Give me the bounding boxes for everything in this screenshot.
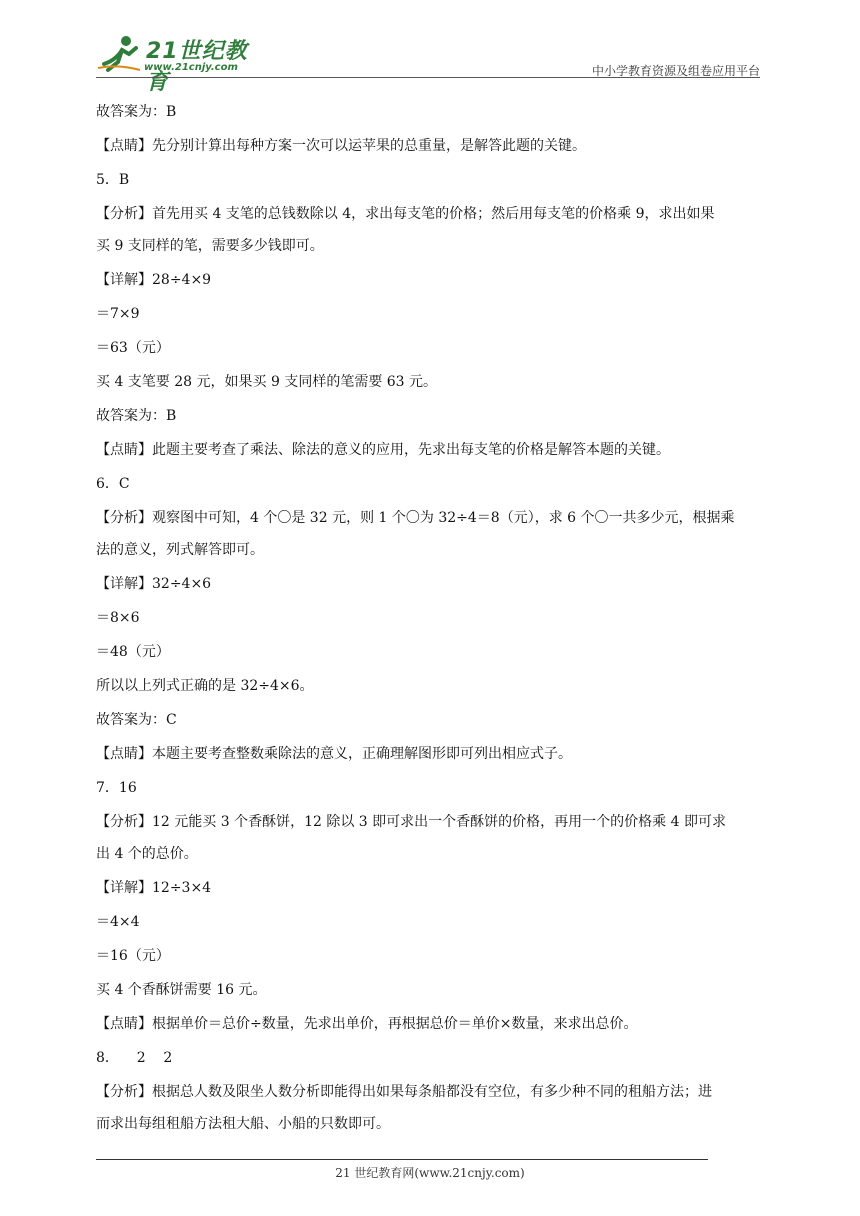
text-line-part: 7．16 xyxy=(96,780,137,796)
text-line xyxy=(96,271,766,289)
text-line-continuation: 出 4 个的总价。 xyxy=(96,846,198,862)
text-line-part: 买 4 支笔要 28 元，如果买 9 支同样的笔需要 63 元。 xyxy=(96,374,438,390)
page-footer: 21 世纪教育网(www.21cnjy.com) xyxy=(335,1166,525,1180)
text-line xyxy=(96,137,766,155)
text-line xyxy=(96,1015,766,1033)
text-line-part: 8． 2 2 xyxy=(96,1050,173,1066)
text-line-part: 故答案为：B xyxy=(96,408,177,424)
text-line xyxy=(96,171,766,189)
text-line xyxy=(96,779,766,797)
text-line xyxy=(96,475,766,493)
text-line-part: 【分析】首先用买 4 支笔的总钱数除以 4，求出每支笔的价格；然后用每支笔的价格乘 9，求出如果 xyxy=(96,206,715,222)
text-line xyxy=(96,947,766,965)
text-line xyxy=(96,575,766,593)
text-line xyxy=(96,913,766,931)
text-line xyxy=(96,509,766,559)
text-line xyxy=(96,745,766,763)
text-line xyxy=(96,339,766,357)
text-line xyxy=(96,677,766,695)
text-line xyxy=(96,205,766,255)
text-line xyxy=(96,879,766,897)
header-divider xyxy=(96,77,760,78)
text-line-part: 【分析】12 元能买 3 个香酥饼，12 除以 3 即可求出一个香酥饼的价格，再用一个的价格乘 4 即可求 xyxy=(96,814,726,830)
text-line-part: 所以以上列式正确的是 32÷4×6。 xyxy=(96,678,314,694)
text-line-part: 5．B xyxy=(96,172,130,188)
page-header xyxy=(96,30,760,95)
text-line xyxy=(96,981,766,999)
text-line-part: ＝7×9 xyxy=(96,306,140,322)
text-line-part: 【点睛】先分别计算出每种方案一次可以运苹果的总重量，是解答此题的关键。 xyxy=(96,138,586,154)
text-line xyxy=(96,103,766,121)
text-line-part: 【详解】12÷3×4 xyxy=(96,880,212,896)
text-line xyxy=(96,1083,766,1133)
text-line-part: 故答案为：B xyxy=(96,104,177,120)
text-line-part: 【分析】观察图中可知，4 个〇是 32 元，则 1 个〇为 32÷4＝8（元），求 6 个〇一共多少元，根据乘 xyxy=(96,510,735,526)
logo xyxy=(96,34,266,95)
footer-divider xyxy=(96,1159,708,1160)
text-line-part: 【详解】28÷4×9 xyxy=(96,272,212,288)
text-line-continuation: 而求出每组租船方法租大船、小船的只数即可。 xyxy=(96,1116,390,1132)
text-line-part: ＝8×6 xyxy=(96,610,140,626)
runner-logo-icon xyxy=(96,34,142,74)
text-line-part: 6．C xyxy=(96,476,130,492)
text-line-part: ＝48（元） xyxy=(96,644,170,660)
text-line-part: ＝63（元） xyxy=(96,340,170,356)
logo-url: www.21cnjy.com xyxy=(144,62,238,73)
text-line xyxy=(96,609,766,627)
text-line xyxy=(96,305,766,323)
text-line xyxy=(96,441,766,459)
document-body xyxy=(96,103,766,1149)
text-line-part: 【详解】32÷4×6 xyxy=(96,576,212,592)
text-line xyxy=(96,407,766,425)
text-line-part: ＝4×4 xyxy=(96,914,140,930)
text-line xyxy=(96,1049,766,1067)
text-line-continuation: 法的意义，列式解答即可。 xyxy=(96,542,264,558)
text-line-part: 【点睛】根据单价＝总价÷数量，先求出单价，再根据总价＝单价×数量，来求出总价。 xyxy=(96,1016,638,1032)
text-line xyxy=(96,813,766,863)
text-line-part: ＝16（元） xyxy=(96,948,170,964)
text-line-part: 买 4 个香酥饼需要 16 元。 xyxy=(96,982,267,998)
text-line-part: 【点睛】此题主要考查了乘法、除法的意义的应用，先求出每支笔的价格是解答本题的关键。 xyxy=(96,442,670,458)
text-line-part: 故答案为：C xyxy=(96,712,177,728)
platform-title: 中小学教育资源及组卷应用平台 xyxy=(591,64,760,78)
text-line-continuation: 买 9 支同样的笔，需要多少钱即可。 xyxy=(96,238,324,254)
logo-text: 21世纪教育 xyxy=(146,39,248,95)
text-line xyxy=(96,711,766,729)
text-line xyxy=(96,373,766,391)
text-line-part: 【分析】根据总人数及限坐人数分析即能得出如果每条船都没有空位，有多少种不同的租船方法；进 xyxy=(96,1084,712,1100)
text-line-part: 【点睛】本题主要考查整数乘除法的意义，正确理解图形即可列出相应式子。 xyxy=(96,746,572,762)
text-line xyxy=(96,643,766,661)
